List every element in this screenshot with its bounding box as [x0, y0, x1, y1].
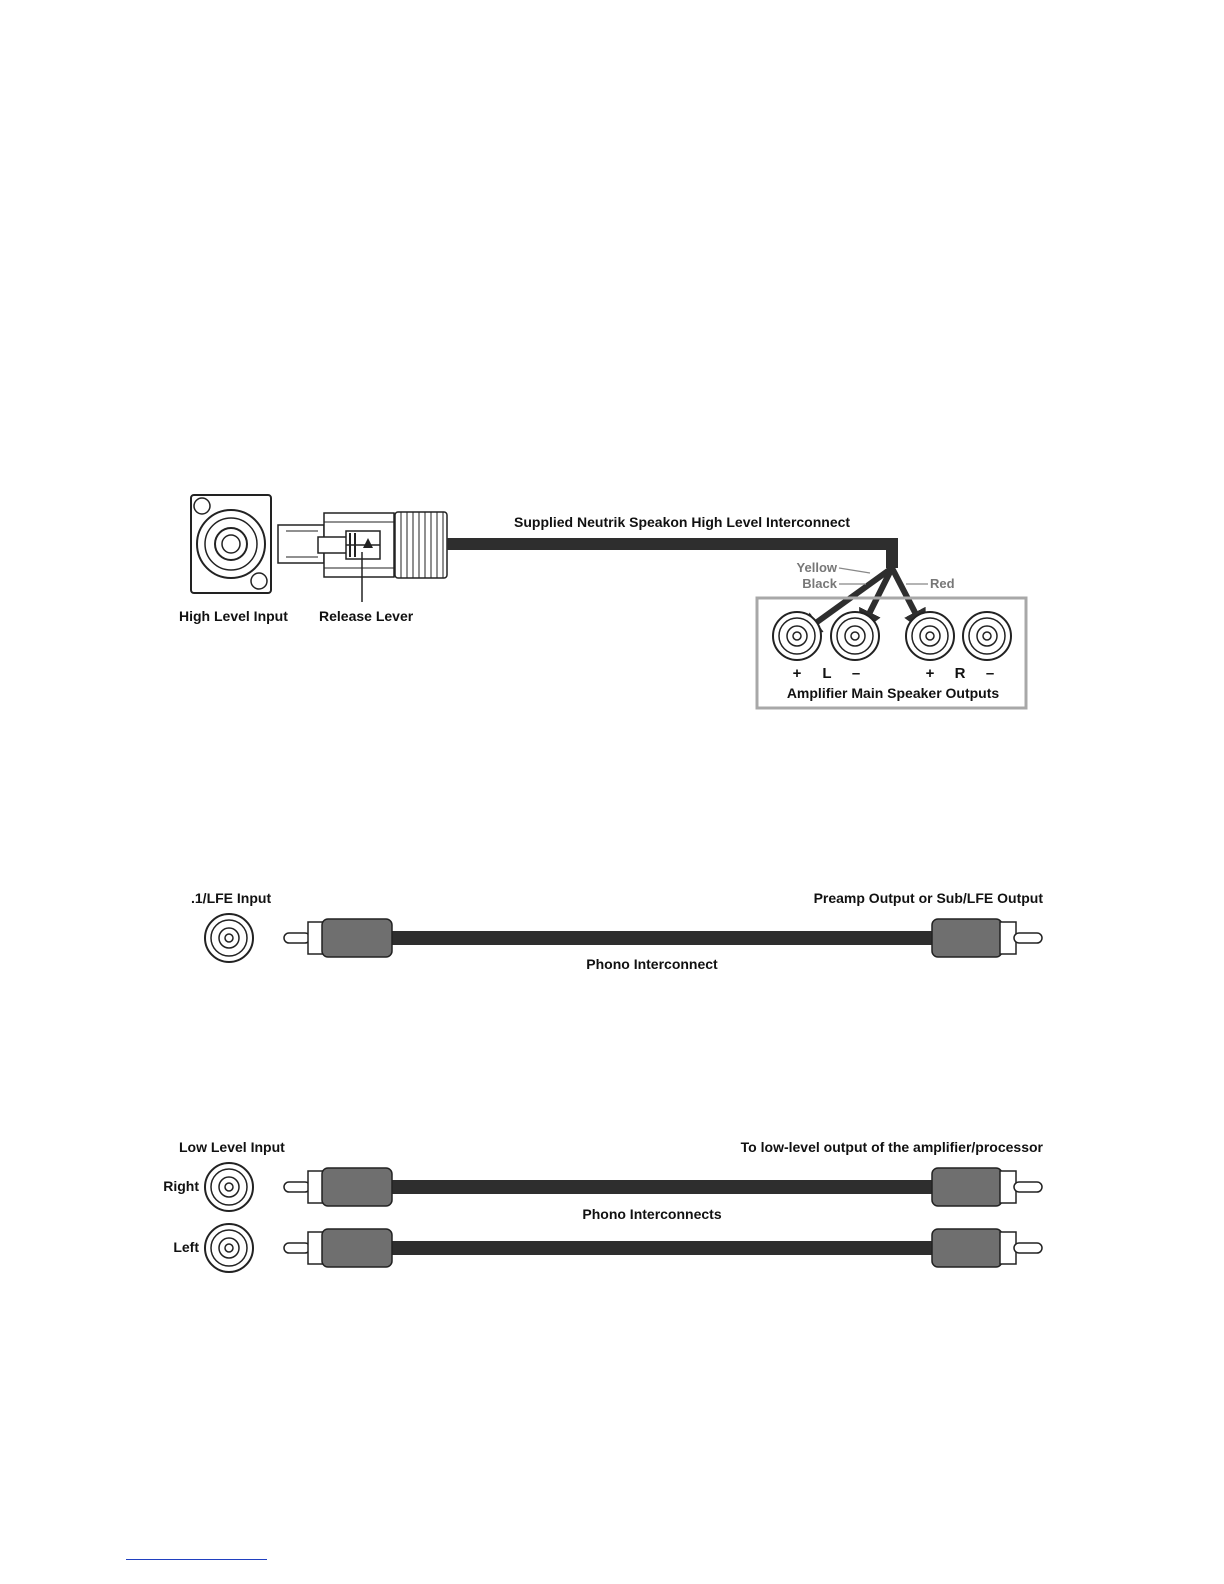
- rca-plug-right-icon: [932, 919, 1042, 957]
- low-level-output-label: To low-level output of the amplifier/processor: [740, 1139, 1043, 1155]
- binding-post-icon: [773, 612, 821, 660]
- terminal-minus-left: –: [851, 665, 861, 682]
- footnote-rule: [126, 1559, 267, 1560]
- speakon-diagram: [179, 495, 1026, 708]
- release-lever-label: Release Lever: [319, 608, 414, 624]
- lfe-diagram: [191, 890, 1043, 972]
- phono-cable-left: [284, 1229, 1042, 1267]
- terminal-R: R: [954, 665, 966, 682]
- black-wire-label: Black: [802, 576, 837, 591]
- yellow-wire-label: Yellow: [796, 560, 837, 575]
- cable-label: Supplied Neutrik Speakon High Level Interconnect: [514, 514, 851, 530]
- phono-cable-label: Phono Interconnect: [586, 956, 718, 972]
- binding-post-icon: [963, 612, 1011, 660]
- terminal-minus-right: –: [985, 665, 995, 682]
- yellow-leader: [839, 568, 870, 573]
- low-level-diagram: [163, 1139, 1043, 1272]
- rca-jack-icon: [205, 914, 253, 962]
- rca-jack-left-icon: [205, 1224, 253, 1272]
- red-wire-label: Red: [930, 576, 955, 591]
- binding-post-icon: [906, 612, 954, 660]
- amplifier-label: Amplifier Main Speaker Outputs: [786, 685, 1000, 701]
- left-channel-label: Left: [173, 1239, 199, 1255]
- rca-plug-left-icon: [284, 919, 392, 957]
- terminal-L: L: [822, 665, 832, 682]
- speakon-socket-icon: [191, 495, 271, 593]
- terminal-plus-left: +: [792, 665, 802, 682]
- binding-post-icon: [831, 612, 879, 660]
- high-level-input-label: High Level Input: [179, 608, 288, 624]
- low-level-input-label: Low Level Input: [179, 1139, 285, 1155]
- lfe-output-label: Preamp Output or Sub/LFE Output: [813, 890, 1043, 906]
- phono-cable-right: [284, 1168, 1042, 1206]
- terminal-plus-right: +: [925, 665, 935, 682]
- right-channel-label: Right: [163, 1178, 199, 1194]
- rca-jack-right-icon: [205, 1163, 253, 1211]
- phono-cables-label: Phono Interconnects: [582, 1206, 722, 1222]
- lfe-input-label: .1/LFE Input: [191, 890, 272, 906]
- phono-cable: [284, 919, 1042, 957]
